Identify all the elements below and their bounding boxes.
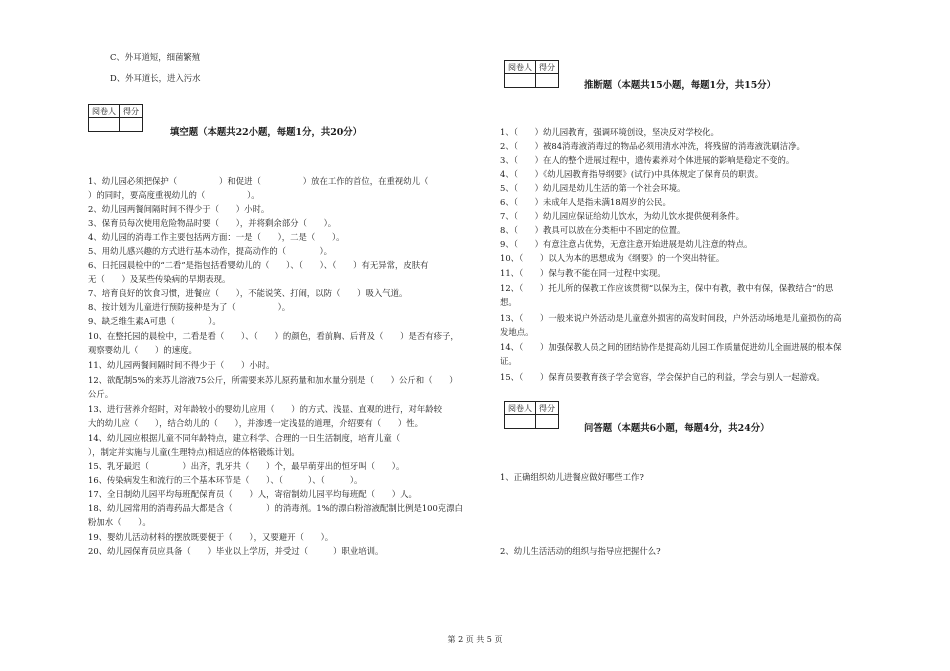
fill-line: ），制定并实施与儿童(生理特点)相适应的体格锻炼计划。 (88, 447, 300, 457)
fill-line: ）的同时，要高度重视幼儿的（ ）。 (88, 190, 260, 200)
fill-line: 11、幼儿园两餐间隔时间不得少于（ ）小时。 (88, 360, 275, 370)
fill-section-title: 填空题（本题共22小题，每题1分，共20分） (170, 127, 362, 138)
judge-line: 8、（ ）教具可以放在分类柜中不固定的位置。 (500, 225, 686, 235)
qa-score-box (504, 401, 559, 429)
qa-question: 2、幼儿生活活动的组织与指导应把握什么? (500, 546, 661, 556)
score-label: 得分 (120, 105, 143, 118)
fill-line: 12、欲配制5%的来苏儿溶液75公斤，所需要来苏儿原药量和加水量分别是（ ）公斤和（ ） (88, 375, 458, 385)
judge-line: 15、（ ）保育员要教育孩子学会宽容，学会保护自己的利益，学会与别人一起游戏。 (500, 372, 825, 382)
score-label: 得分 (536, 402, 559, 415)
fill-line: 20、幼儿园保育员应具备（ ）毕业以上学历，并受过（ ）职业培训。 (88, 546, 384, 556)
judge-line: 发地点。 (500, 327, 534, 337)
judge-line: 6、（ ）未成年人是指未满18周岁的公民。 (500, 197, 671, 207)
reviewer-cell (505, 74, 536, 88)
fill-line: 14、幼儿园应根据儿童不同年龄特点，建立科学、合理的一日生活制度，培育儿童（ (88, 433, 443, 443)
option-c: C、外耳道短，细菌繁殖 (110, 52, 201, 62)
judge-line: 4、（ ）《幼儿园教育指导纲要》(试行)中具体规定了保育员的职责。 (500, 169, 764, 179)
fill-line: 2、幼儿园两餐间隔时间不得少于（ ）小时。 (88, 204, 270, 214)
fill-line: 8、按计划为儿童进行预防接种是为了（ ）。 (88, 302, 291, 312)
score-cell (120, 118, 143, 132)
fill-line: 1、幼儿园必须把保护（ ）和促进（ ）放在工作的首位，在重视幼儿（ (88, 176, 429, 186)
fill-line: 16、传染病发生和流行的三个基本环节是（ ）、（ ）、（ ）。 (88, 475, 363, 485)
judge-line: 10、（ ）以人为本的思想成为《纲要》的一个突出特征。 (500, 253, 725, 263)
reviewer-cell (505, 415, 536, 429)
fill-line: 6、日托园晨检中的“二看”是指包括看婴幼儿的（ ）、（ ）、（ ）有无异常，皮肤有 (88, 260, 429, 270)
fill-line: 17、全日制幼儿园平均每班配保育员（ ）人，寄宿制幼儿园平均每班配（ ）人。 (88, 489, 417, 499)
fill-line: 18、幼儿园常用的消毒药品大都是含（ ）的消毒剂。1%的漂白粉溶液配制比例是100克漂白 (88, 503, 463, 513)
qa-question: 1、正确组织幼儿进餐应做好哪些工作? (500, 472, 644, 482)
fill-line: 13、进行营养介绍时，对年龄较小的婴幼儿应用（ ）的方式、浅显、直观的进行，对年龄较 (88, 404, 443, 414)
fill-line: 15、乳牙最迟（ ）出齐，乳牙共（ ）个，最早萌芽出的恒牙叫（ ）。 (88, 461, 405, 471)
fill-line: 大的幼儿应（ ），结合幼儿的（ ），并渗透一定浅显的道理，介绍要有（ ）性。 (88, 418, 423, 428)
judge-line: 3、（ ）在人的整个进展过程中，遗传素养对个体进展的影响是稳定不变的。 (500, 155, 795, 165)
fill-line: 10、在整托园的晨检中，二看是看（ ）、（ ）的颜色，看前胸、后背及（ ）是否有疹子， (88, 331, 459, 341)
fill-line: 19、婴幼儿活动材料的摆放既要便于（ ），又要避开（ ）。 (88, 532, 334, 542)
fill-line: 4、幼儿园的消毒工作主要包括两方面：一是（ ），二是（ ）。 (88, 232, 345, 242)
fill-score-box (88, 104, 143, 132)
fill-line: 粉加水（ ）。 (88, 517, 151, 527)
judge-line: 1、（ ）幼儿园教育，强调环境创设，坚决反对学校化。 (500, 127, 719, 137)
fill-line: 7、培育良好的饮食习惯，进餐应（ ），不能说笑、打闹，以防（ ）吸入气道。 (88, 288, 408, 298)
judge-line: 14、（ ）加强保教人员之间的团结协作是提高幼儿园工作质量促进幼儿全面进展的根本保 (500, 342, 842, 352)
judge-line: 9、（ ）有意注意占优势，无意注意开始进展是幼儿注意的特点。 (500, 239, 753, 249)
judge-line: 12、（ ）托儿所的保教工作应该贯彻“以保为主，保中有教，教中有保，保教结合”的思 (500, 283, 834, 293)
judge-line: 13、（ ）一般来说户外活动是儿童意外损害的高发时间段，户外活动场地是儿童损伤的高 (500, 313, 842, 323)
fill-line: 公斤。 (88, 389, 114, 399)
judge-line: 5、（ ）幼儿园是幼儿生活的第一个社会环境。 (500, 183, 686, 193)
fill-line: 观察婴幼儿（ ）的速度。 (88, 345, 197, 355)
judge-line: 2、（ ）被84消毒液消毒过的物品必须用清水冲洗，将残留的消毒液洗刷洁净。 (500, 141, 805, 151)
judge-line: 11、（ ）保与教不能在同一过程中实现。 (500, 268, 666, 278)
fill-line: 3、保育员每次使用危险物品时要（ ），并将剩余部分（ ）。 (88, 218, 337, 228)
judge-line: 7、（ ）幼儿园应保证给幼儿饮水，为幼儿饮水提供便利条件。 (500, 211, 745, 221)
page-footer: 第 2 页 共 5 页 (447, 635, 503, 644)
fill-line: 无（ ）及某些传染病的早期表现。 (88, 274, 231, 284)
judge-line: 证。 (500, 356, 517, 366)
judge-line: 想。 (500, 297, 517, 307)
judge-score-box (504, 60, 559, 88)
score-cell (536, 415, 559, 429)
reviewer-label: 阅卷人 (505, 61, 536, 74)
fill-line: 5、用幼儿感兴趣的方式进行基本动作，提高动作的（ ）。 (88, 246, 333, 256)
judge-section-title: 推断题（本题共15小题，每题1分，共15分） (584, 80, 776, 91)
reviewer-label: 阅卷人 (89, 105, 120, 118)
qa-section-title: 问答题（本题共6小题，每题4分，共24分） (584, 423, 770, 434)
option-d: D、外耳道长，进入污水 (110, 73, 201, 83)
score-cell (536, 74, 559, 88)
reviewer-label: 阅卷人 (505, 402, 536, 415)
reviewer-cell (89, 118, 120, 132)
fill-line: 9、缺乏维生素A可患（ ）。 (88, 316, 221, 326)
score-label: 得分 (536, 61, 559, 74)
